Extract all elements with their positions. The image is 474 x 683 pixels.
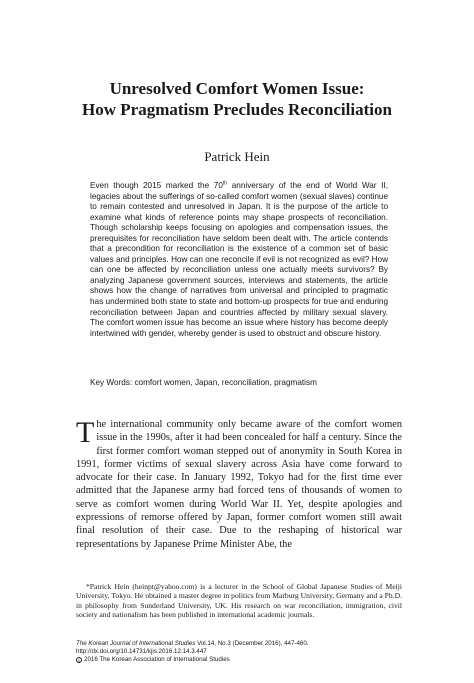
doi-link[interactable]: http://dx.doi.org/10.14731/kjis.2016.12.14.3.447 — [76, 648, 207, 656]
abstract — [90, 181, 388, 339]
abstract-text-rest: anniversary of the end of World War II, legacies about the sufferings of so-called comfort women (sexual slaves) continue to remain contested and unresolved in Japan. It is the purpose of the article to examine what kinds of reference points may shape prospects of reconciliation. Though scholarship keeps focusing on apologies and compensation issues, the prerequisites for reconciliation have seldom been dealt with. The article contends that a precondition for reconciliation is the existence of a common set of basic values and principles. How can one reconcile if evil is not recognized as evil? How can one be affected by reconciliation unless one actually meets survivors? By analyzing Japanese government sources, interviews and statements, the article shows how the change of narratives from universal and principled to pragmatic has undermined both state to state and bottom-up prospects for true and enduring reconciliation between Japan and countries affected by military sexual slavery. The comfort women issue has become an issue where history has become deeply intertwined with gender, whereby gender is used to obstruct and obscure history. — [90, 181, 388, 338]
body-paragraph — [76, 418, 402, 551]
author-footnote: *Patrick Hein (heinpt@yahoo.com) is a lecturer in the School of Global Japanese Studies of Meiji University, Tokyo. He obtained a master degree in politics from Marburg University, Germany and a Ph.D. in philosophy from Sunderland University, UK. His research on war reconciliation, immigration, civil society and nationalism has been published in international academic journals. — [76, 582, 402, 620]
journal-citation — [76, 640, 402, 664]
copyright-text: 2016 The Korean Association of International Studies — [84, 656, 230, 664]
copyright-line — [76, 656, 402, 664]
paper-title — [0, 78, 474, 120]
author-name: Patrick Hein — [204, 149, 270, 164]
citation-journal-line — [76, 640, 402, 648]
abstract-superscript: th — [222, 180, 228, 187]
title-line-2: How Pragmatism Precludes Reconciliation — [82, 100, 392, 119]
journal-name: The Korean Journal of International Studies — [76, 640, 196, 647]
journal-details: Vol.14, No.3 (December 2016), 447-460. — [195, 640, 309, 647]
abstract-text-start: Even though 2015 marked the 70 — [90, 181, 223, 190]
copyright-icon: c — [77, 657, 81, 663]
title-line-1: Unresolved Comfort Women Issue: — [109, 79, 365, 98]
key-words: Key Words: comfort women, Japan, reconciliation, pragmatism — [90, 378, 317, 387]
body-paragraph-text: he international community only became aware of the comfort women issue in the 1990s, after it had been concealed for half a century. Since the first former comfort woman stepped out of anonymity in South Korea in 1991, former victims of sexual slavery across Asia have come forward to advocate for their case. In January 1992, Tokyo had for the first time ever admitted that the Japanese army had forced tens of thousands of women to serve as comfort women during World War II. Yet, despite apologies and expressions of remorse offered by Japan, former comfort women still await final resolution of their case. Due to the reshaping of historical war representations by Japanese Prime Minister Abe, the — [76, 419, 402, 550]
drop-cap: T — [76, 416, 95, 449]
